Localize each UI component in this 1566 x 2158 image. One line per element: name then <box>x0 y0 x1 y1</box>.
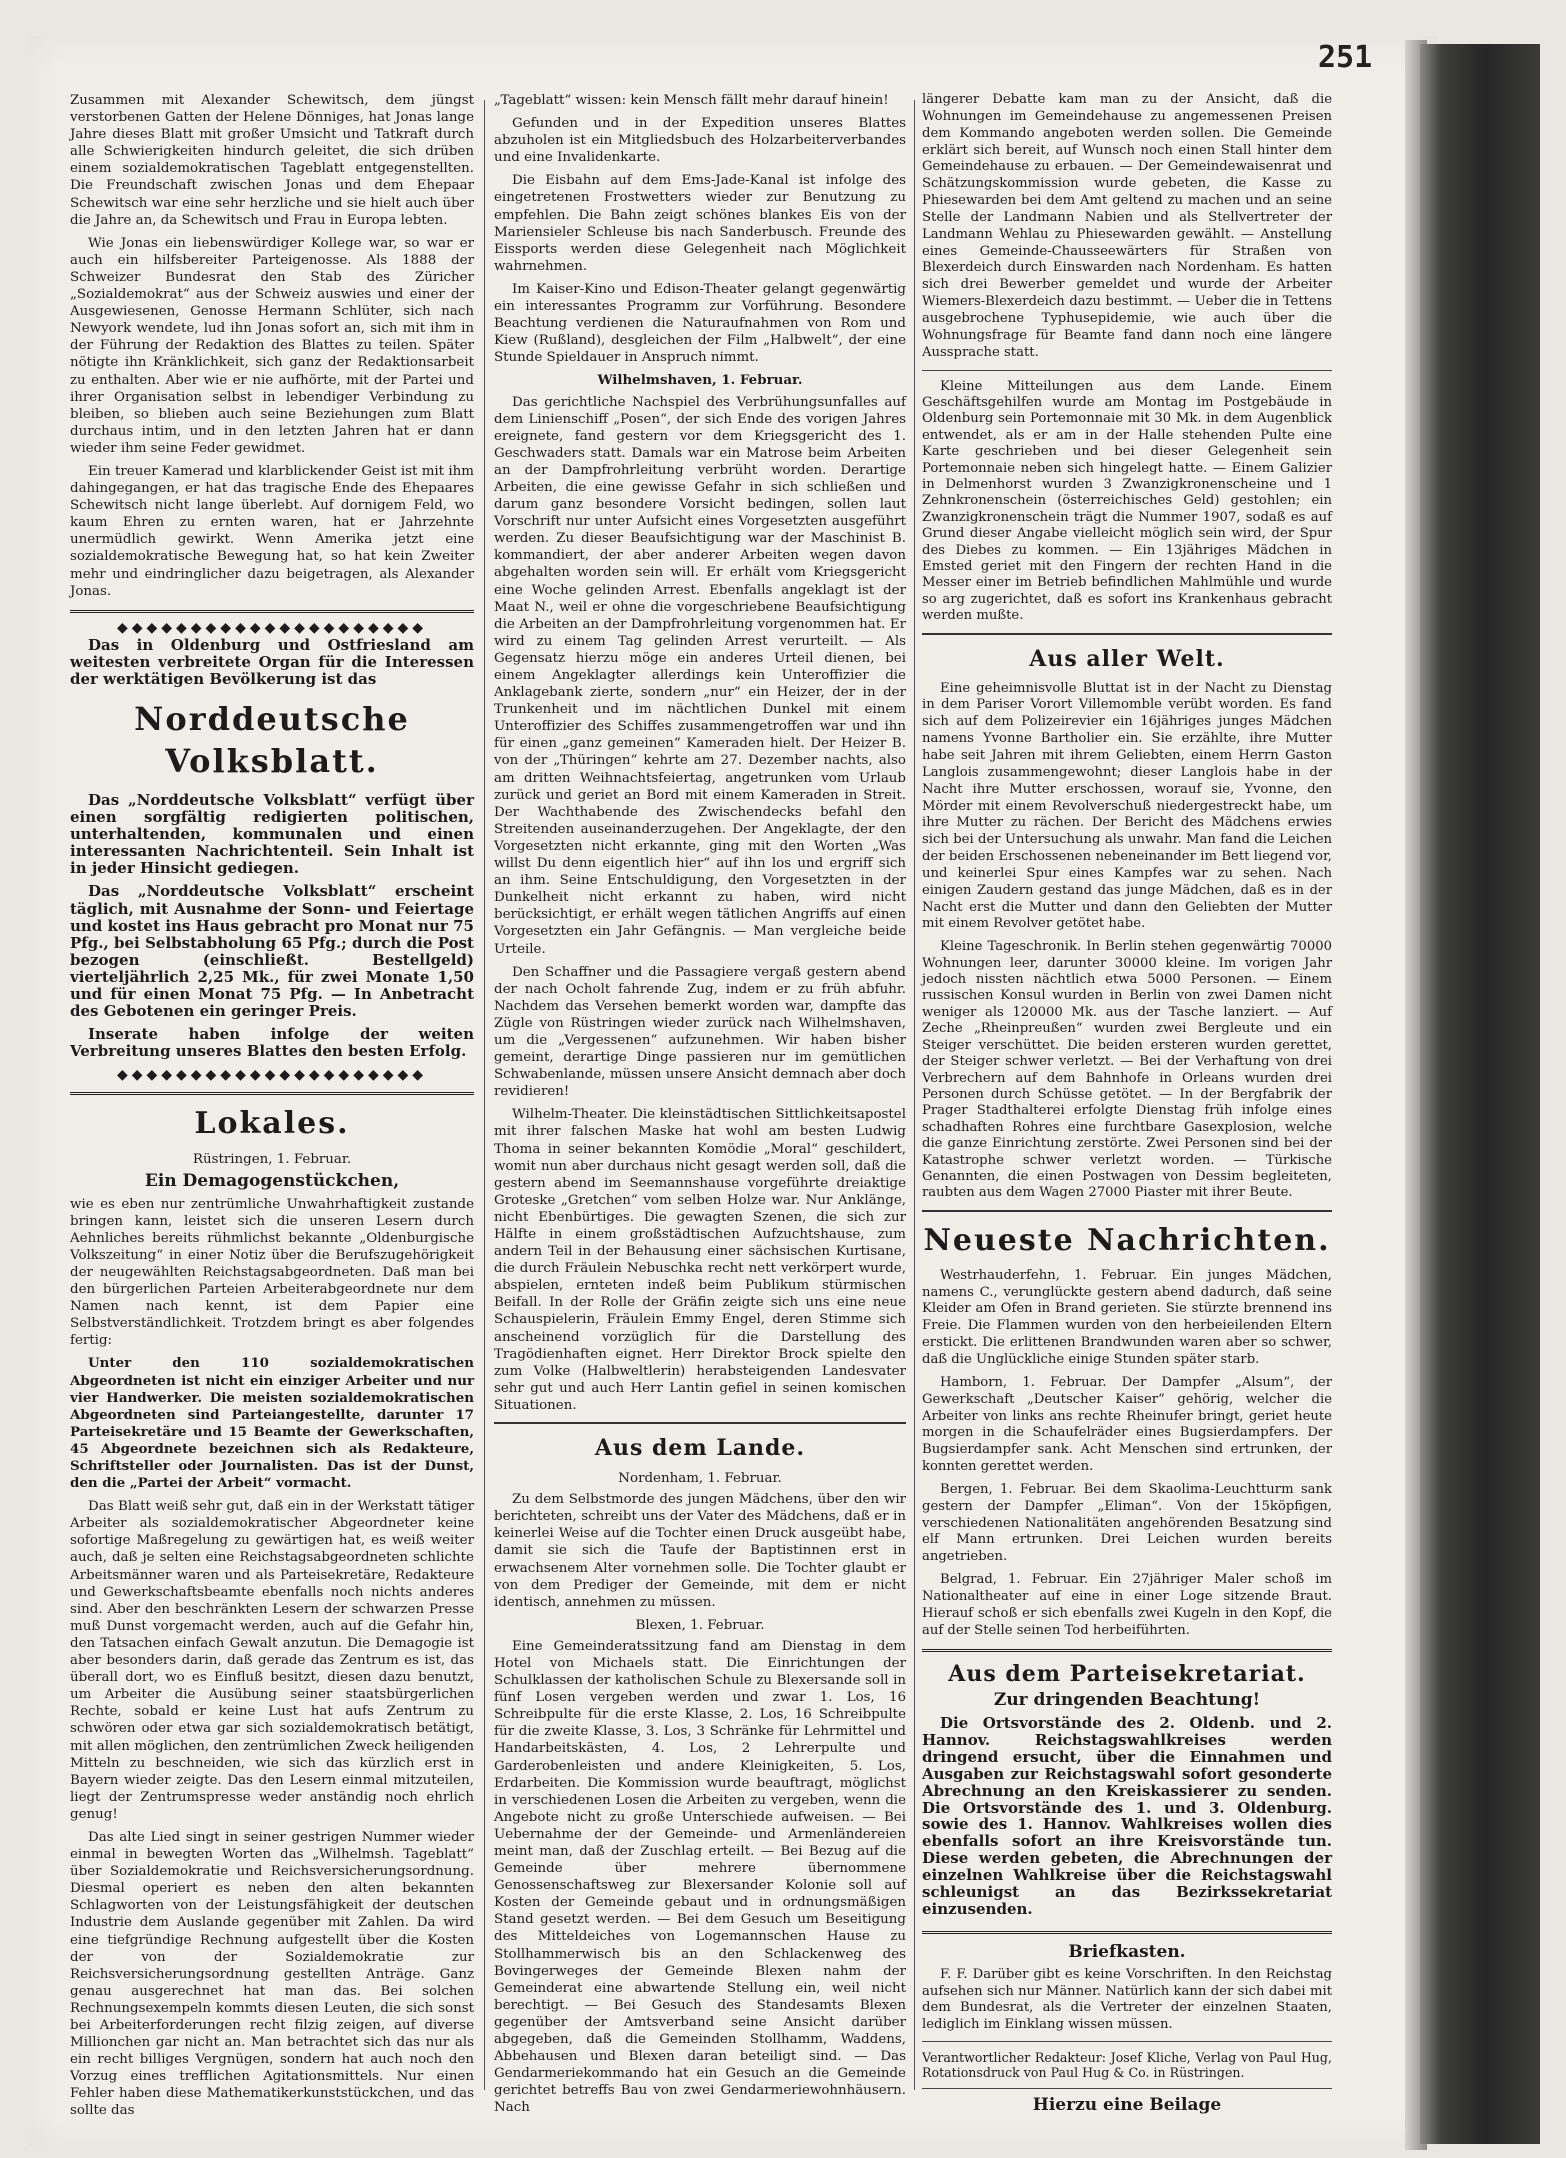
article-paragraph: Im Kaiser-Kino und Edison-Theater gelangt gegenwärtig ein interessantes Programm zur Vorführung. Besondere Beachtung verdienen die Naturaufnahmen von Rom und Kiew (Rußland), desgleichen der Film „Halbwelt“, der eine Stunde Spieldauer in Anspruch nimmt. <box>494 281 906 366</box>
impressum: Verantwortlicher Redakteur: Josef Kliche, Verlag von Paul Hug, Rotationsdruck von Paul Hug & Co. in Rüstringen. <box>922 2049 1332 2080</box>
book-spine <box>1420 44 1540 2144</box>
article-paragraph: Kleine Tageschronik. In Berlin stehen gegenwärtig 70000 Wohnungen leer, darunter 30000 kleine. Im vorigen Jahr jedoch nissten nächtlich etwa 5000 Personen. — Einem russischen Konsul wurden in Berlin von zwei Damen nicht weniger als 120000 Mk. aus der Tasche lanziert. — Auf Zeche „Rheinpreußen“ wurden zwei Bergleute und ein Steiger verschüttet. Die beiden ersteren wurden gerettet, der Steiger schwer verletzt. — Bei der Verhaftung von drei Verbrechern auf dem Bahnhofe in Orleans wurden drei Personen durch Schüsse getötet. — In der Bergfabrik der Prager Stadthalterei erfolgte Dienstag früh infolge eines schadhaften Rohres eine furchtbare Gasexplosion, welche die ganze Einrichtung zerstörte. Zwei Personen sind bei der Katastrophe schwer verletzt worden. — Türkische Genannten, die einen Postwagen von Dessim begleiteten, raubten aus dem Wagen 27000 Piaster mit ihrer Beute. <box>922 939 1332 1201</box>
notice-box <box>922 1649 1332 1934</box>
article-paragraph: Ein treuer Kamerad und klarblickender Geist ist mit ihm dahingegangen, er hat das tragische Ende des Ehepaares Schewitsch nicht lange überlebt. Auf dornigem Feld, wo kaum Ehren zu ernten waren, hat er Jahrzehnte unermüdlich gewirkt. Wenn Amerika jetzt eine sozialdemokratische Bewegung hat, so hat kein Zweiter mehr und eindringlicher dazu beigetragen, als Alexander Jonas. <box>70 463 474 599</box>
divider <box>922 633 1332 635</box>
divider <box>494 1422 906 1424</box>
section-heading: Aus aller Welt. <box>1029 645 1225 672</box>
article-paragraph: Das alte Lied singt in seiner gestrigen Nummer wieder einmal in bewegten Worten das „Wilhelmsh. Tageblatt“ über Sozialdemokratie und Reichsversicherungsordnung. Diesmal operiert es neben den alten bekannten Schlagworten von der Leistungsfähigkeit der deutschen Industrie dem Auslande gegenüber mit Zahlen. Da wird eine tiefgründige Rechnung aufgestellt über die Kosten der von der Sozialdemokratie zur Reichsversicherungsordnung gestellten Anträge. Ganz genau ausgerechnet hat man das. Bei solchen Rechnungsexempeln kommts diesen Leuten, die sich sonst bei Arbeiterforderungen recht filzig zeigen, auf diverse Millionchen gar nicht an. Man betrachtet sich das nur als ein recht billiges Vergnügen, sondern hat auch noch den Vorzug eines trefflichen Agitationsmittels. Nur einen Fehler haben diese Mathematikerkunststückchen, und das sollte das <box>70 1829 474 2119</box>
ad-text: Das „Norddeutsche Volksblatt“ erscheint täglich, mit Ausnahme der Sonn- und Feiertage und kostet ins Haus gebracht pro Monat nur 75 Pfg., bei Selbstabholung 65 Pfg.; durch die Post bezogen (einschließt. Bestellgeld) vierteljährlich 2,25 Mk., für zwei Monate 1,50 und für einen Monat 75 Pfg. — In Anbetracht des Gebotenen ein geringer Preis. <box>70 882 474 1021</box>
article-paragraph: Belgrad, 1. Februar. Ein 27jähriger Maler schoß im Nationaltheater auf eine in einer Loge sitzende Braut. Hierauf schoß er sich ebenfalls zwei Kugeln in den Kopf, die auf der Stelle seinen Tod herbeiführten. <box>922 1572 1332 1638</box>
notice-subheading: Zur dringenden Beachtung! <box>993 1690 1261 1711</box>
article-paragraph: wie es eben nur zentrümliche Unwahrhaftigkeit zustande bringen kann, leistet sich die unseren Lesern durch Aehnliches bereits rühmlichst bekannte „Oldenburgische Volkszeitung“ in einer Notiz über die Berufszugehörigkeit der neugewählten Reichstagsabgeordneten. Daß man bei den bürgerlichen Parteien Arbeiterabgeordnete nur dem Namen nach kennt, ist dem Papier eine Selbstverständlichkeit. Trotzdem bringt es aber folgendes fertig: <box>70 1196 474 1349</box>
ad-intro: Das in Oldenburg und Ostfriesland am weitesten verbreitete Organ für die Interessen der werktätigen Bevölkerung ist das <box>70 635 474 688</box>
article-paragraph: Hamborn, 1. Februar. Der Dampfer „Alsum“, der Gewerkschaft „Deutscher Kaiser“ gehörig, welcher die Arbeiter von links ans rechte Rheinufer bringt, geriet heute morgen in die Schaufelräder eines Bugsierdampfers. Der Bugsierdampfer sank. Acht Menschen sind ertrunken, der konnten gerettet werden. <box>922 1374 1332 1475</box>
column-2 <box>494 92 906 2123</box>
article-paragraph: Den Schaffner und die Passagiere vergaß gestern abend der nach Ocholt fahrende Zug, indem er zu früh abfuhr. Nachdem das Versehen bemerkt worden war, dampfte das Zügle von Rüstringen wieder zurück nach Wilhelmshaven, um die „Vergessenen“ aufzunehmen. Wir haben bisher gemeint, derartige Dinge passieren nur im gemütlichen Schwabenlande, müssen unsere Ansicht demnach aber doch revidieren! <box>494 964 906 1100</box>
ad-text: Das „Norddeutsche Volksblatt“ verfügt über einen sorgfältig redigierten politischen, unterhaltenden, kommunalen und einen interessanten Nachrichtenteil. Sein Inhalt ist in jeder Hinsicht gediegen. <box>70 791 474 878</box>
divider <box>922 2041 1332 2042</box>
decorative-border: ◆◆◆◆◆◆◆◆◆◆◆◆◆◆◆◆◆◆◆◆◆ <box>116 1067 428 1084</box>
ad-title: Norddeutsche Volksblatt. <box>134 700 410 780</box>
article-paragraph: Das Blatt weiß sehr gut, daß ein in der Werkstatt tätiger Arbeiter als sozialdemokratischer Abgeordneter keine sofortige Maßregelung zu gewärtigen hat, es weiß weiter auch, daß je selten eine Reichstagsabgeordneten schlichte Arbeitsmänner waren und als Parteisekretäre, Redakteure und Gewerkschaftsbeamte ebenfalls noch nichts anderes sind. Aber den beschränkten Lesern der schwarzen Presse muß Dunst vorgemacht werden, auch auf die Gefahr hin, den Tatsachen einfach Gewalt anzutun. Die Demagogie ist aber besonders darin, daß gerade das Zentrum es ist, das überall dort, wo es Einfluß besitzt, diesen dazu benutzt, um Arbeiter die Ausübung seiner staatsbürgerlichen Rechte, sobald er keine Lust hat aufs Zentrum zu schwören oder etwa gar sich sozialdemokratisch betätigt, mit allen möglichen, den zentrümlichen Zweck heiligenden Mitteln zu beschneiden, wie sich das kürzlich erst in Bayern wieder zeigte. Das den Lesern einmal mitzuteilen, liegt der Zentrumspresse weder anständig noch ehrlich genug! <box>70 1499 474 1822</box>
column-1 <box>70 92 474 2126</box>
article-paragraph: „Tageblatt“ wissen: kein Mensch fällt mehr darauf hinein! <box>494 93 889 108</box>
article-paragraph: Zusammen mit Alexander Schewitsch, dem jüngst verstorbenen Gatten der Helene Dönniges, hat Jonas lange Jahre dieses Blatt mit großer Umsicht und Tatkraft durch alle Schwierigkeiten hindurch geleitet, die sich drüben einem sozialdemokratischen Tageblatt entgegenstellten. Die Freundschaft zwischen Jonas und dem Ehepaar Schewitsch war eine sehr herzliche und sie hielt auch über die Jahre an, da Schewitsch und Frau in Europa lebten. <box>70 93 474 228</box>
section-heading: Briefkasten. <box>1068 1942 1186 1963</box>
decorative-border: ◆◆◆◆◆◆◆◆◆◆◆◆◆◆◆◆◆◆◆◆◆ <box>116 619 428 636</box>
article-paragraph: Das gerichtliche Nachspiel des Verbrühungsunfalles auf dem Linienschiff „Posen“, der sich Ende des vorigen Jahres ereignete, fand gestern vor dem Kriegsgericht des 1. Geschwaders statt. Damals war ein Matrose beim Arbeiten an der Dampfrohrleitung verbrüht worden. Derartige Arbeiten, die eine gewisse Gefahr in sich schließen und darum ganz besondere Vorsicht bedingen, sollen laut Vorschrift nur unter Aufsicht eines Vorgesetzten ausgeführt werden. Zu dieser Beaufsichtigung war der Maschinist B. kommandiert, der aber anderer Arbeiten wegen davon abgehalten worden sein will. Er erhält vom Kriegsgericht eine Woche gelinden Arrest. Ebenfalls angeklagt ist der Maat N., weil er ohne die vorgeschriebene Beaufsichtigung die Arbeiten an der Dampfrohrleitung vorgenommen hat. Er wird zu einem Tag gelinden Arrest verurteilt. — Als Gegensatz hierzu möge ein anderes Urteil dienen, bei einem Angeklagter allerdings kein Unteroffizier die Anklagebank zierte, sondern „nur“ ein Heizer, der in der Trunkenheit und im nächtlichen Dunkel mit einem Unteroffizier des Schiffes zusammengetroffen war und ihn für einen „ganz gemeinen“ Kameraden hielt. Der Heizer B. von der „Thüringen“ kehrte am 27. Dezember nachts, also am dritten Weihnachtsfeiertag, angetrunken vom Urlaub zurück und geriet an Bord mit einem Kameraden in Streit. Der Wachthabende des Zwischendecks befahl den Streitenden auseinanderzugehen. Der Angeklagte, der den Vorgesetzten nicht erkannte, ging mit den Worten „Was willst Du denn eigentlich hier“ auf ihn los und ergriff sich an ihm. Seine Entschuldigung, den Vorgesetzten in der Dunkelheit nicht erkannt zu haben, wird nicht berücksichtigt, er erhält wegen tätlichen Angriffs auf einen Vorgesetzten ein Jahr Gefängnis. — Man vergleiche beide Urteile. <box>494 394 906 957</box>
article-paragraph: Wilhelm-Theater. Die kleinstädtischen Sittlichkeitsapostel mit ihrer falschen Maske hat wohl am besten Ludwig Thoma in seiner bekannten Komödie „Moral“ geschildert, womit nun aber durchaus nicht gesagt werden soll, daß die gestern abend im Seemannshause vorgeführte dreiaktige Groteske „Gretchen“ vom selben Holze war. Nur Anklänge, nicht Ebenbürtiges. Die gewagten Szenen, die sich zur Hälfte in einem großstädtischen Aufzuchtshause, zum andern Teil in der Behausung einer sächsischen Kurtisane, die durch Fräulein Nebuschka recht nett verkörpert wurde, abspielen, ernteten indeß beim Publikum stürmischen Beifall. In der Rolle der Gräfin zeigte sich uns eine neue Schauspielerin, Fräulein Emmy Engel, deren Stimme sich anscheinend vorzüglich für die Darstellung des Tragödienhaften eignet. Herr Direktor Brock spielte den zum Volke (Halbweltlerin) herabsteigenden Landesvater sehr gut und auch Herr Lantin gefiel in seinen komischen Situationen. <box>494 1107 906 1413</box>
supplement-notice: Hierzu eine Beilage <box>1032 2094 1222 2115</box>
column-rule <box>914 100 915 2090</box>
section-heading: Aus dem Parteisekretariat. <box>948 1661 1306 1688</box>
article-paragraph: längerer Debatte kam man zu der Ansicht, daß die Wohnungen im Gemeindehause zu angemessenen Preisen dem Kommando angeboten werden sollen. Die Gemeinde erklärt sich bereit, auf Wunsch noch einen Stall hinter dem Gemeindehause zu erbauen. — Der Gemeindewaisenrat und Schätzungskommission wurde gebeten, die Kasse zu Phiesewarden bei dem Amt geltend zu machen und an seine Stelle der Landmann Nabien und als Stellvertreter der Landmann Wehlau zu Phiesewarden gewählt. — Anstellung eines Gemeinde-Chausseewärters für Straßen von Blexerdeich durch Einswarden nach Nordenham. Es hatten sich drei Bewerber gemeldet und wurde der Arbeiter Wiemers-Blexerdeich dazu bestimmt. — Ueber die in Tettens ausgebrochene Typhusepidemie, wie auch über die Wohnungsfrage für Beamte fand dann noch eine längere Aussprache statt. <box>922 92 1332 360</box>
article-paragraph: Unter den 110 sozialdemokratischen Abgeordneten ist nicht ein einziger Arbeiter und nur vier Handwerker. Die meisten sozialdemokratischen Abgeordneten sind Parteiangestellte, darunter 17 Parteisekretäre und 15 Beamte der Gewerkschaften, 45 Abgeordnete bezeichnen sich als Redakteure, Schriftsteller oder Journalisten. Das ist der Dunst, den die „Partei der Arbeit“ vormacht. <box>70 1355 474 1492</box>
dateline: Nordenham, 1. Februar. <box>618 1471 782 1487</box>
divider <box>922 2088 1332 2089</box>
article-paragraph: Bergen, 1. Februar. Bei dem Skaolima-Leuchtturm sank gestern der Dampfer „Eliman“. Von der 15köpfigen, verschiedenen Nationalitäten angehörenden Besatzung sind elf Mann ertrunken. Drei Leichen wurden bereits angetrieben. <box>922 1481 1332 1565</box>
article-paragraph: Westrhauderfehn, 1. Februar. Ein junges Mädchen, namens C., verunglückte gestern abend dadurch, daß seine Kleider am Ofen in Brand gerieten. Sie stürzte brennend ins Freie. Die Flammen wurden von den herbeieilenden Eltern erstickt. Die erlittenen Brandwunden waren aber so schwer, daß die Unglückliche einige Stunden später starb. <box>922 1267 1332 1367</box>
advertisement-box <box>70 610 474 1096</box>
article-paragraph: Zu dem Selbstmorde des jungen Mädchens, über den wir berichteten, schreibt uns der Vater des Mädchens, daß er in keinerlei Weise auf die Tochter einen Druck ausgeübt habe, damit sie sich die Taufe der Baptistinnen erst in erwachsenem Alter vornehmen solle. Die Tochter glaubt er von dem Prediger der Gemeinde, mit dem er nicht identisch, annehmen zu müssen. <box>494 1492 906 1610</box>
section-heading: Lokales. <box>194 1106 350 1142</box>
article-paragraph: Gefunden und in der Expedition unseres Blattes abzuholen ist ein Mitgliedsbuch des Holzarbeiterverbandes und eine Invalidenkarte. <box>494 116 906 166</box>
article-paragraph: Eine Gemeinderatssitzung fand am Dienstag in dem Hotel von Michaels statt. Die Einrichtungen der Schulklassen der katholischen Schule zu Blexersande soll in fünf Losen vergeben werden und zwar 1. Los, 16 Schreibpulte für die erste Klasse, 2. Los, 16 Schreibpulte für die zweite Klasse, 3. Los, 3 Schränke für Lehrmittel und Handarbeitskästen, 4. Los, 2 Lehrerpulte und Garderobenleisten und andere Kleinigkeiten, 5. Los, Erdarbeiten. Die Kommission wurde beauftragt, möglichst in verschiedenen Losen die Arbeiten zu vergeben, wenn die Angebote nicht zu große Unterschiede aufweisen. — Bei Uebernahme der der Gemeinde- und Armenländereien meint man, daß der Zuschlag erteilt. — Bei Bezug auf die Gemeinde über mehrere übernommene Genossenschaftsweg zur Blexersander Kolonie soll auf Kosten der Gemeinde gebaut und in ordnungsmäßigen Stand gesetzt werden. — Bei dem Gesuch um Beseitigung des Mitteldeiches von Logemannschen Hause zu Stollhammerwisch bis an den Schlackenweg des Bovingerweges der Gemeinde Blexen nahm der Gemeinderat eine abwartende Stellung ein, weil nicht berechtigt. — Bei Gesuch des Standesamts Blexen gegenüber der Amtsverband seine Ansicht darüber abgegeben, daß die Gemeinden Stollhamm, Waddens, Abbehausen und Blexen daran beteiligt sind. — Das Gendarmeriekommando hat ein Gesuch an die Gemeinde gerichtet betreffs Bau von zwei Gendarmeriewohnhäusern. Nach <box>494 1638 906 2116</box>
article-paragraph: Kleine Mitteilungen aus dem Lande. Einem Geschäftsgehilfen wurde am Montag im Postgebäude in Oldenburg sein Portemonnaie mit 30 Mk. in dem Augenblick entwendet, als er am in der Halle stehenden Pulte eine Karte geschrieben und bei dieser Gelegenheit sein Portemonnaie neben sich hingelegt hatte. — Einem Galizier in Delmenhorst wurden 3 Zwanzigkronenscheine und 1 Zehnkronenschein (österreichisches Geld) gestohlen; ein Zwanzigkronenschein trägt die Nummer 1907, sodaß es auf Grund dieser Angabe vielleicht möglich sein wird, der Spur des Diebes zu kommen. — Ein 13jähriges Mädchen in Emsted geriet mit den Fingern der rechten Hand in die Messer einer im Betrieb befindlichen Mahlmühle und wurde so arg zugerichtet, daß es sofort ins Krankenhaus gebracht werden mußte. <box>922 378 1332 624</box>
column-3 <box>922 92 1332 2114</box>
ad-text: Inserate haben infolge der weiten Verbreitung unseres Blattes den besten Erfolg. <box>70 1025 474 1061</box>
article-paragraph: Wie Jonas ein liebenswürdiger Kollege war, so war er auch ein hilfsbereiter Parteigenosse. Als 1888 der Schweizer Bundesrat den Stab des Züricher „Sozialdemokrat“ aus der Schweiz auswies und einer der Ausgewiesenen, Genosse Hermann Schlüter, sich nach Newyork wendete, lud ihn Jonas sofort an, sich mit ihm in der Führung der Redaktion des Blattes zu teilen. Später nötigte ihn Kränklichkeit, sich ganz der Redaktionsarbeit zu enthalten. Aber wie er nie aufhörte, mit der Partei und ihrer Organisation selbst in lebendiger Verbindung zu bleiben, so blieben auch seine Beziehungen zum Blatt durchaus intim, und in den letzten Jahren hat er dann wieder ihm seine Feder gewidmet. <box>70 235 474 456</box>
dateline: Rüstringen, 1. Februar. <box>192 1152 352 1168</box>
section-heading: Aus dem Lande. <box>594 1435 806 1462</box>
column-rule <box>484 100 485 2090</box>
notice-text: Die Ortsvorstände des 2. Oldenb. und 2. Hannov. Reichstagswahlkreises werden dringend ersucht, über die Einnahmen und Ausgaben zur Reichstagswahl sofort gesonderte Abrechnung an den Kreiskassierer zu senden. Die Ortsvorstände des 1. und 3. Oldenburg. sowie des 1. Hannov. Wahlkreises wollen dies ebenfalls sofort an ihre Kreisvorstände tun. Diese werden gebeten, die Abrechnungen der einzelnen Wahlkreise über die Reichstagswahl schleunigst an das Bezirkssekretariat einzusenden. <box>922 1714 1332 1918</box>
dateline: Blexen, 1. Februar. <box>635 1617 765 1633</box>
divider <box>922 1210 1332 1212</box>
page-number: 251 <box>1318 40 1373 75</box>
section-heading: Neueste Nachrichten. <box>923 1222 1331 1258</box>
divider <box>922 370 1332 371</box>
article-heading: Ein Demagogenstückchen, <box>144 1170 400 1191</box>
article-paragraph: F. F. Darüber gibt es keine Vorschriften. In den Reichstag aufsehen sich nur Männer. Natürlich kann der sich dabei mit dem Bundesrat, als die Vertreter der einzelnen Staaten, lediglich im Einklang wissen müssen. <box>922 1967 1332 2032</box>
article-paragraph: Eine geheimnisvolle Bluttat ist in der Nacht zu Dienstag in dem Pariser Vorort Villemomble verübt worden. Es fand sich auf dem Polizeirevier ein 16jähriges junges Mädchen namens Yvonne Bartholier ein. Sie erzählte, ihre Mutter habe seit Jahren mit ihrem Geliebten, einem Herrn Gaston Langlois zusammengewohnt; dieser Langlois habe in der Nacht ihre Mutter erschossen, worauf sie, Yvonne, den Mörder mit einem Revolverschuß niedergestreckt habe, um ihre Mutter zu rächen. Der Bericht des Mädchens erwies sich bei der Untersuchung als unwahr. Man fand die Leichen der beiden Erschossenen nebeneinander im Bett liegend vor, und keinerlei Spur eines Kampfes war zu sehen. Nach einigen Zaudern gestand das junge Mädchen, daß es in der Nacht erst die Mutter und dann den Geliebten der Mutter mit einem Revolver getötet habe. <box>922 680 1332 932</box>
dateline: Wilhelmshaven, 1. Februar. <box>597 372 803 389</box>
article-paragraph: Die Eisbahn auf dem Ems-Jade-Kanal ist infolge des eingetretenen Frostwetters wieder zur Benutzung zu empfehlen. Die Bahn zeigt schönes blankes Eis von der Mariensieler Schleuse bis nach Sanderbusch. Freunde des Eissports werden diese Gelegenheit nach Möglichkeit wahrnehmen. <box>494 173 906 274</box>
